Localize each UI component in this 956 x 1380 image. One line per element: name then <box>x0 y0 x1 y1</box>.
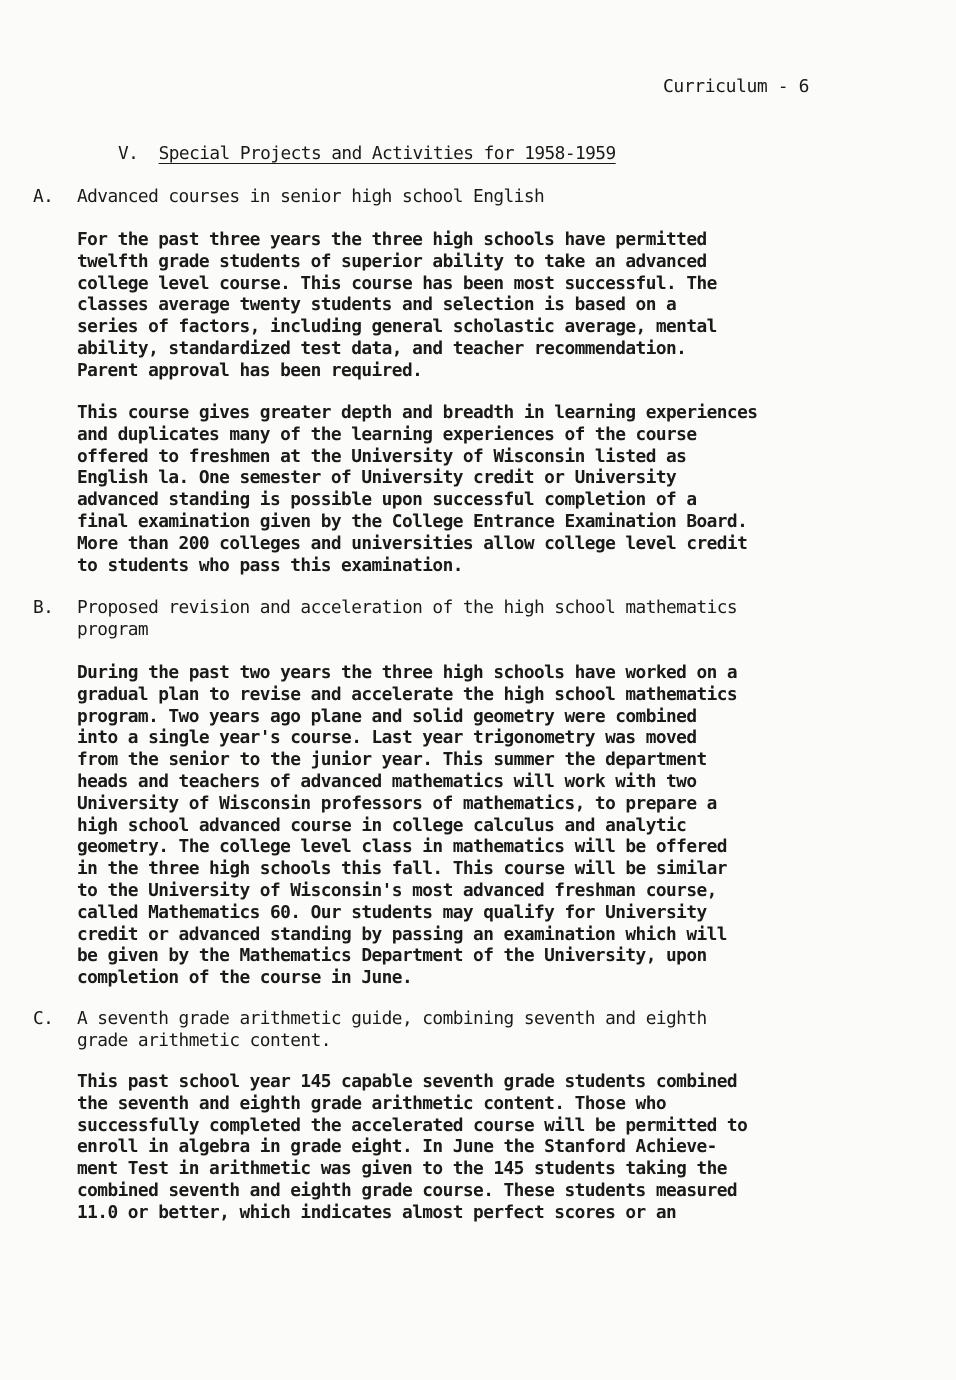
item-a-heading: Advanced courses in senior high school English <box>77 186 545 207</box>
item-a-paragraph-1: For the past three years the three high schools have permitted twelfth grade students of superior ability to take an advanced college level course. This course has been most successful. The classes average twenty students and selection is based on a series of factors, including general scholastic average, mental ability, standardized test data, and teacher recommendation. Parent approval has been required. <box>77 229 717 381</box>
item-c-heading: A seventh grade arithmetic guide, combining seventh and eighth grade arithmetic content. <box>77 1008 707 1051</box>
page-header: Curriculum - 6 <box>663 76 810 97</box>
item-a-paragraph-2: This course gives greater depth and breadth in learning experiences and duplicates many of the learning experiences of the course offered to freshmen at the University of Wisconsin listed as English la. One semester of University credit or University advanced standing is possible upon successful completion of a final examination given by the College Entrance Examination Board. More than 200 colleges and universities allow college level credit to students who pass this examination. <box>77 402 758 576</box>
section-title <box>118 143 616 164</box>
item-a-label: A. <box>33 186 54 207</box>
item-c-paragraph-1: This past school year 145 capable seventh grade students combined the seventh and eighth grade arithmetic content. Those who successfully completed the accelerated course will be permitted to enroll in algebra in grade eight. In June the Stanford Achieve- ment Test in arithmetic was given to the 145 students taking the combined seventh and eighth grade course. These students measured 11.0 or better, which indicates almost perfect scores or an <box>77 1071 748 1223</box>
section-title-text: Special Projects and Activities for 1958-1959 <box>158 143 616 164</box>
item-b-label: B. <box>33 597 54 618</box>
item-b-heading: Proposed revision and acceleration of the high school mathematics program <box>77 597 738 640</box>
section-number: V. <box>118 143 139 164</box>
item-c-label: C. <box>33 1008 54 1029</box>
item-b-paragraph-1: During the past two years the three high schools have worked on a gradual plan to revise and accelerate the high school mathematics program. Two years ago plane and solid geometry were combined into a single year's course. Last year trigonometry was moved from the senior to the junior year. This summer the department heads and teachers of advanced mathematics will work with two University of Wisconsin professors of mathematics, to prepare a high school advanced course in college calculus and analytic geometry. The college level class in mathematics will be offered in the three high schools this fall. This course will be similar to the University of Wisconsin's most advanced freshman course, called Mathematics 60. Our students may qualify for University credit or advanced standing by passing an examination which will be given by the Mathematics Department of the University, upon completion of the course in June. <box>77 662 738 989</box>
